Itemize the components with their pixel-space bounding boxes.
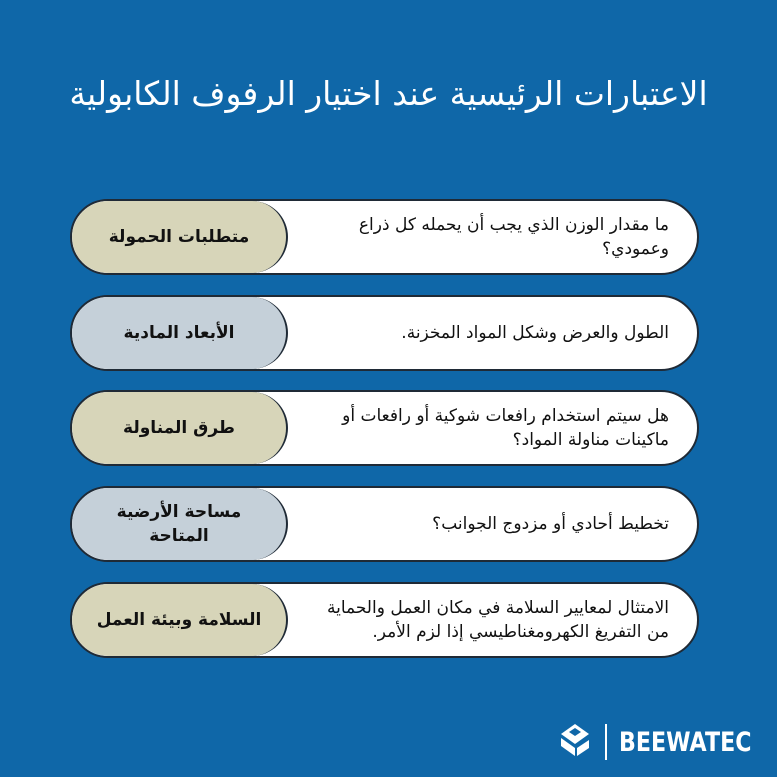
- logo-divider: [605, 724, 607, 760]
- consideration-row-handling: [70, 390, 699, 466]
- consideration-row-dimensions: [70, 295, 699, 371]
- row-label: متطلبات الحمولة: [72, 201, 288, 273]
- consideration-row-floor-space: [70, 486, 699, 562]
- consideration-row-safety: [70, 582, 699, 658]
- brand-logo: [557, 723, 757, 761]
- row-description: الطول والعرض وشكل المواد المخزنة.: [401, 323, 669, 343]
- row-description: ما مقدار الوزن الذي يجب أن يحمله كل ذراع وعمودي؟: [358, 215, 669, 259]
- row-description: هل سيتم استخدام رافعات شوكية أو رافعات أو ماكينات مناولة المواد؟: [342, 406, 669, 450]
- page-title: الاعتبارات الرئيسية عند اختيار الرفوف الكابولية: [69, 74, 708, 114]
- row-label: الأبعاد المادية: [72, 297, 288, 369]
- row-description: تخطيط أحادي أو مزدوج الجوانب؟: [432, 514, 669, 534]
- row-description: الامتثال لمعايير السلامة في مكان العمل والحماية من التفريغ الكهرومغناطيسي إذا لزم الأمر.: [326, 598, 669, 642]
- beewatec-logo-icon: [557, 722, 593, 762]
- brand-wordmark: BEEWATEC: [619, 726, 752, 758]
- row-label: مساحة الأرضية المتاحة: [72, 488, 288, 560]
- row-label: طرق المناولة: [72, 392, 288, 464]
- consideration-row-load: [70, 199, 699, 275]
- row-label: السلامة وبيئة العمل: [72, 584, 288, 656]
